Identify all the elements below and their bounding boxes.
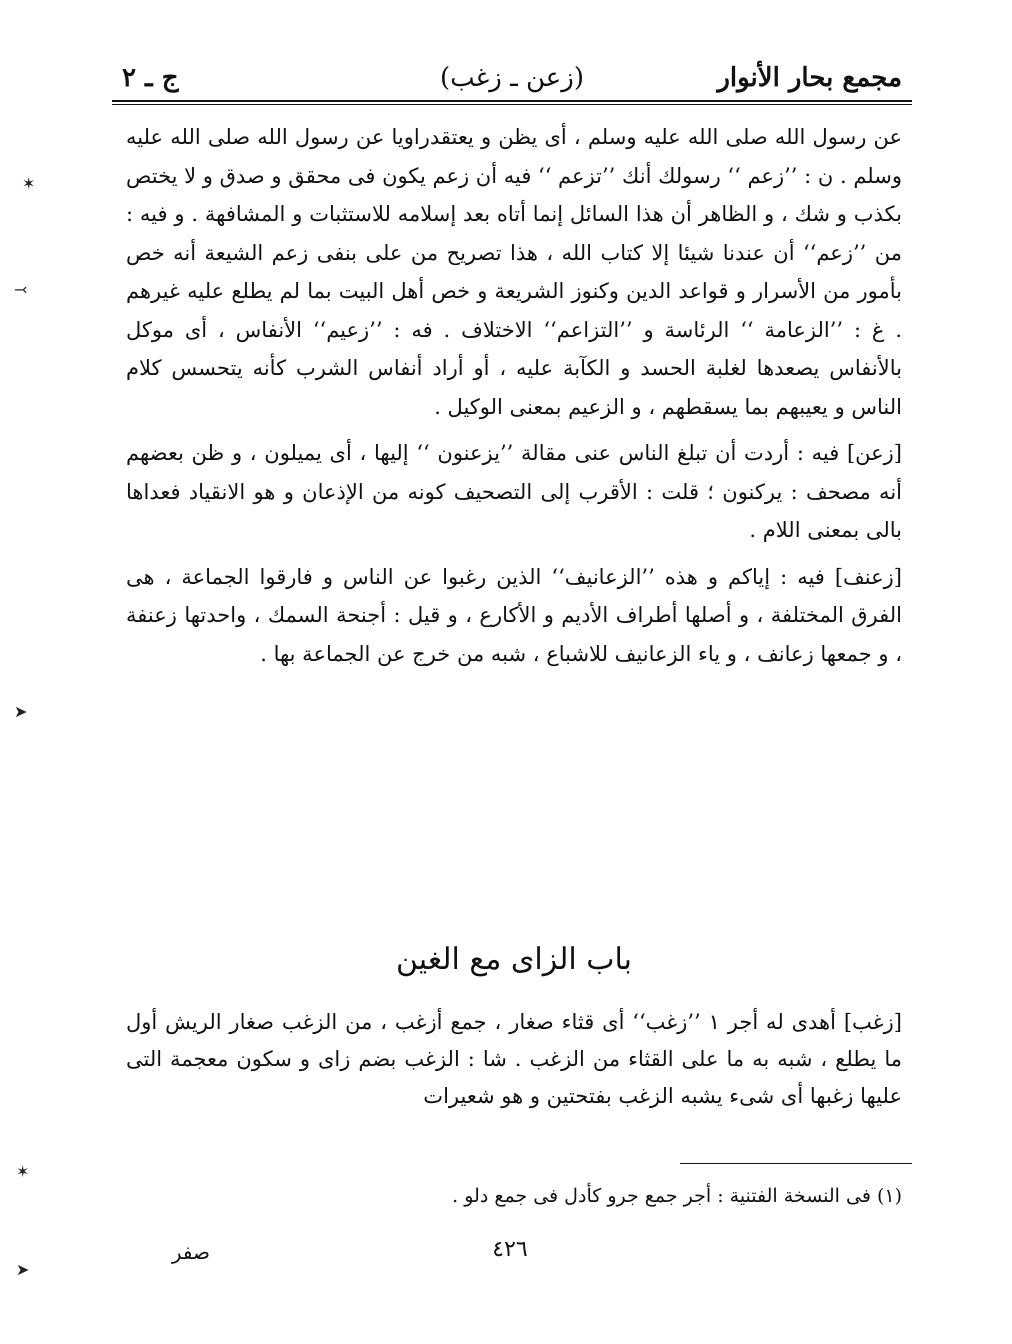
margin-mark-icon: ➤ xyxy=(16,1260,30,1279)
entry-range: (زعن ـ زغب) xyxy=(440,63,584,93)
book-title: مجمع بحار الأنوار xyxy=(717,63,902,93)
volume-label: ج ـ ٢ xyxy=(122,63,179,93)
chapter-heading: باب الزاى مع الغين xyxy=(395,942,633,977)
main-text-continued xyxy=(126,1004,902,1115)
page-number: ٤٢٦ xyxy=(492,1237,528,1262)
margin-mark-icon: ➤ xyxy=(14,702,28,721)
paragraph-zanaf: [زعنف] فيه : إياكم و هذه ’’الزعانيف‘‘ الذين رغبوا عن الناس و فارقوا الجماعة ، هى الفرق المختلفة ، و أصلها أطراف الأديم و الأكارع ، و قيل : أجنحة السمك ، واحدتها زعنفة ، و جمعها زعانف ، و ياء الزعانيف للاشباع ، شبه من خرج عن الجماعة بها . xyxy=(126,564,902,666)
footnote-rule xyxy=(680,1163,912,1164)
paragraph-zaam: عن رسول الله صلى الله عليه وسلم ، أى يظن و يعتقدراويا عن رسول الله صلى الله عليه وسلم . ن : ’’زعم ‘‘ رسولك أنك ’’تزعم ‘‘ فيه أن زعم يكون فى محقق و صدق و لا يختص بكذب و شك ، و الظاهر أن هذا السائل إنما أتاه بعد إسلامه للاستثبات و المشافهة . و فيه : من ’’زعم‘‘ أن عندنا شيئا إلا كتاب الله ، هذا تصريح من على بنفى زعم الشيعة أنه خص بأمور من الأسرار و قواعد الدين وكنوز الشريعة و خص أهل البيت بما لم يطلع عليه غيرهم . غ : ’’الزعامة ‘‘ الرئاسة و ’’التزاعم‘‘ الاختلاف . فه : ’’زعيم‘‘ الأنفاس ، أى موكل بالأنفاس يصعدها لغلبة الحسد و الكآبة عليه ، أو أراد أنفاس الشرب كأنه يتحسس كلام الناس و يعيبهم بما يسقطهم ، و الزعيم بمعنى الوكيل . xyxy=(126,125,902,419)
running-header xyxy=(122,58,902,98)
margin-mark-icon: ⤙ xyxy=(14,280,28,299)
main-text xyxy=(126,118,902,673)
signature-mark: صفر xyxy=(171,1240,210,1264)
footnote: (١) فى النسخة الفتنية : أجر جمع جرو كأدل فى جمع دلو . xyxy=(452,1185,902,1207)
paragraph-zaghab: [زغب] أهدى له أجر ١ ’’زغب‘‘ أى قثاء صغار ، جمع أزغب ، من الزغب صغار الريش أول ما يطلع ، شبه به ما على القثاء من الزغب . شا : الزغب بضم زاى و سكون معجمة التى عليها زغبها أى شىء يشبه الزغب بفتحتين و هو شعيرات xyxy=(126,1010,902,1108)
header-rule-thin xyxy=(112,104,912,105)
margin-mark-icon: ✶ xyxy=(22,174,36,193)
margin-mark-icon: ✶ xyxy=(16,1162,30,1181)
paragraph-zaan: [زعن] فيه : أردت أن تبلغ الناس عنى مقالة ’’يزعنون ‘‘ إليها ، أى يميلون ، و ظن بعضهم أنه مصحف : يركنون ؛ قلت : الأقرب إلى التصحيف كونه من الإذعان و هو الانقياد فعداها بالى بمعنى اللام . xyxy=(126,441,902,542)
header-rule xyxy=(112,100,912,102)
